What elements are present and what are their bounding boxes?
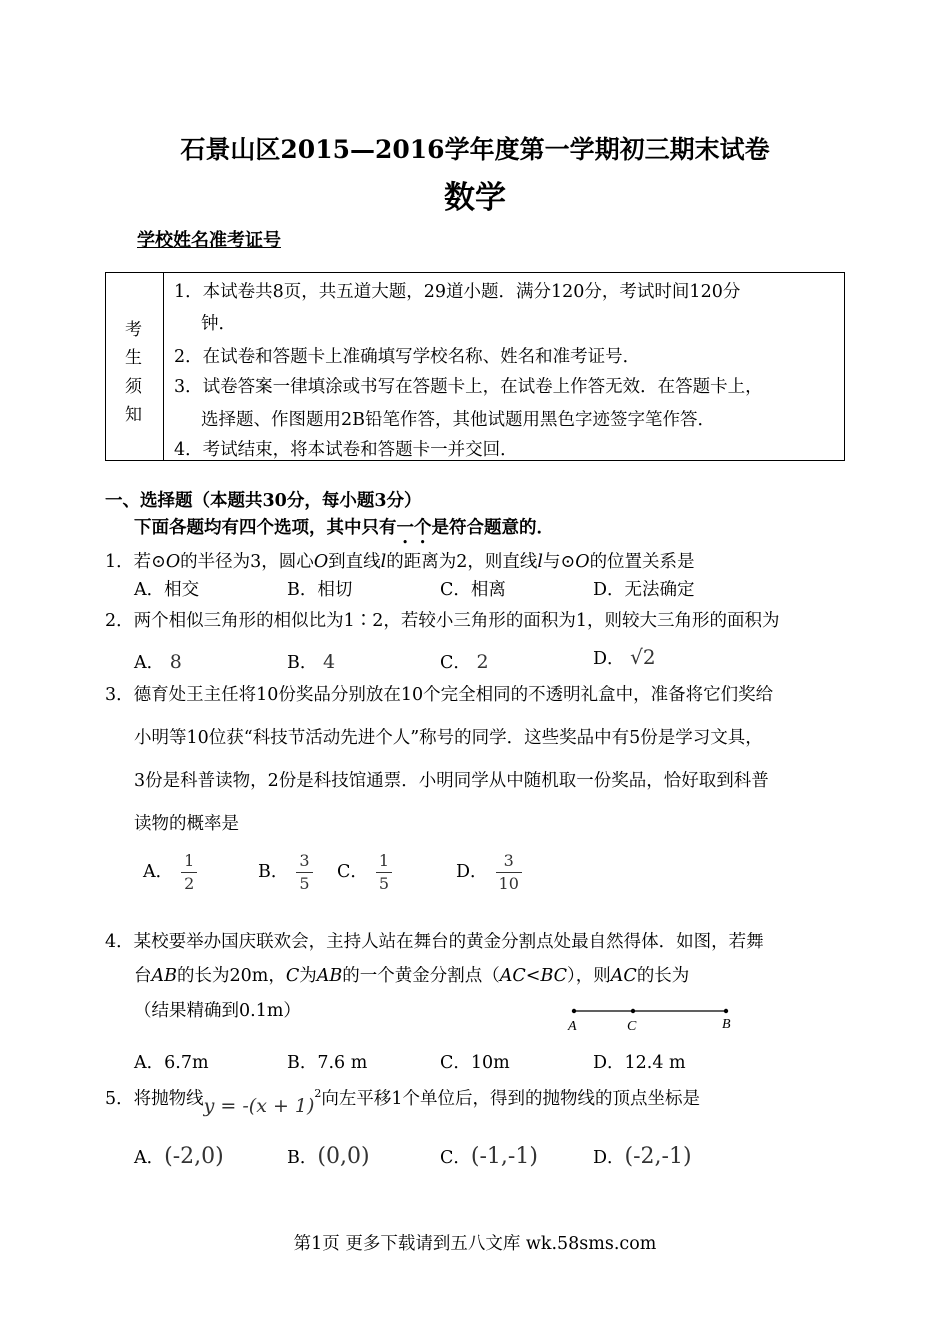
question-4-line2: 台AB的长为20m，C为AB的一个黄金分割点（AC<BC），则AC的长为 [134,966,690,986]
parabola-formula: y = -(x + 1) [203,1095,315,1117]
q3-option-b: B． $\frac{3}{5}$ [258,850,313,895]
q3-option-a: A． $\frac{1}{2}$ [143,850,197,895]
exam-subject: 数学 [444,180,506,216]
segment-figure [560,1000,750,1036]
question-3-line: 小明等10位获“科技节活动先进个人”称号的同学．这些奖品中有5份是学习文具， [134,728,763,748]
question-4-line3: （结果精确到0.1m） [134,1001,301,1021]
q4-option-b: B．7.6 m [287,1053,368,1073]
q3-option-c: C． $\frac{1}{5}$ [337,850,392,895]
q4-option-d: D．12.4 m [593,1053,686,1073]
point-c [631,1009,635,1013]
q3-option-d: D． $\frac{3}{10}$ [456,850,522,895]
notice-side-label [106,273,164,460]
point-a [572,1009,576,1013]
label-a: A [568,1019,577,1034]
question-2: 2．两个相似三角形的相似比为1∶2，若较小三角形的面积为1，则较大三角形的面积为 [105,611,780,631]
notice-side-char: 考 [125,320,142,340]
label-b: B [722,1017,731,1032]
notice-box [105,272,845,461]
question-3-line: 3份是科普读物，2份是科技馆通票．小明同学从中随机取一份奖品，恰好取到科普 [134,771,769,791]
notice-side-char: 生 [125,348,142,368]
question-3-line: 读物的概率是 [134,814,239,834]
q5-option-c: C．(-1,-1) [440,1144,538,1169]
q1-option-b: B．相切 [287,580,353,600]
q4-option-c: C．10m [440,1053,510,1073]
q1-option-d: D．无法确定 [593,580,695,600]
label-c: C [627,1019,637,1034]
notice-line: 4．考试结束，将本试卷和答题卡一并交回． [174,440,518,460]
question-5: 5．将抛物线$y = -(x + 1)^2$向左平移1个单位后，得到的抛物线的顶点坐标是 [105,1087,701,1117]
section-instruction: 下面各题均有四个选项，其中只有一个是符合题意的． [134,518,554,538]
notice-side-char: 知 [125,405,142,425]
q5-option-d: D．(-2,-1) [593,1144,692,1169]
notice-line: 选择题、作图题用2B铅笔作答，其他试题用黑色字迹签字笔作答． [201,410,715,430]
notice-line: 钟． [201,314,236,334]
page-footer: 第1页 更多下载请到五八文库 wk.58sms.com [293,1234,657,1254]
question-1: 1．若⊙O的半径为3，圆心O到直线l的距离为2，则直线l与⊙O的位置关系是 [105,552,695,572]
q1-option-c: C．相离 [440,580,506,600]
sqrt-two: √2 [630,645,656,669]
notice-line: 2．在试卷和答题卡上准确填写学校名称、姓名和准考证号． [174,347,641,367]
q2-option-c: C． 2 [440,651,489,673]
q2-option-d: D． √2 [593,645,656,669]
notice-line: 3．试卷答案一律填涂或书写在答题卡上，在试卷上作答无效．在答题卡上， [174,377,763,397]
q5-option-a: A．(-2,0) [134,1144,224,1169]
section-heading: 一、选择题（本题共30分，每小题3分） [105,491,422,511]
q1-option-a: A．相交 [134,580,200,600]
student-info-line: 学校姓名准考证号 [137,230,281,251]
q5-option-b: B．(0,0) [287,1144,370,1169]
question-4-line1: 4．某校要举办国庆联欢会，主持人站在舞台的黄金分割点处最自然得体．如图，若舞 [105,932,764,952]
q2-option-a: A． 8 [134,651,182,673]
notice-line: 1．本试卷共8页，共五道大题，29道小题．满分120分，考试时间120分 [174,282,741,302]
question-3-line: 3．德育处王主任将10份奖品分别放在10个完全相同的不透明礼盒中，准备将它们奖给 [105,685,774,705]
q2-option-b: B． 4 [287,651,336,673]
emphasis-one: 一个 [396,518,432,538]
q4-option-a: A．6.7m [134,1053,209,1073]
point-b [724,1009,728,1013]
notice-side-char: 须 [125,377,142,397]
exam-title: 石景山区2015—2016学年度第一学期初三期末试卷 [180,135,770,164]
